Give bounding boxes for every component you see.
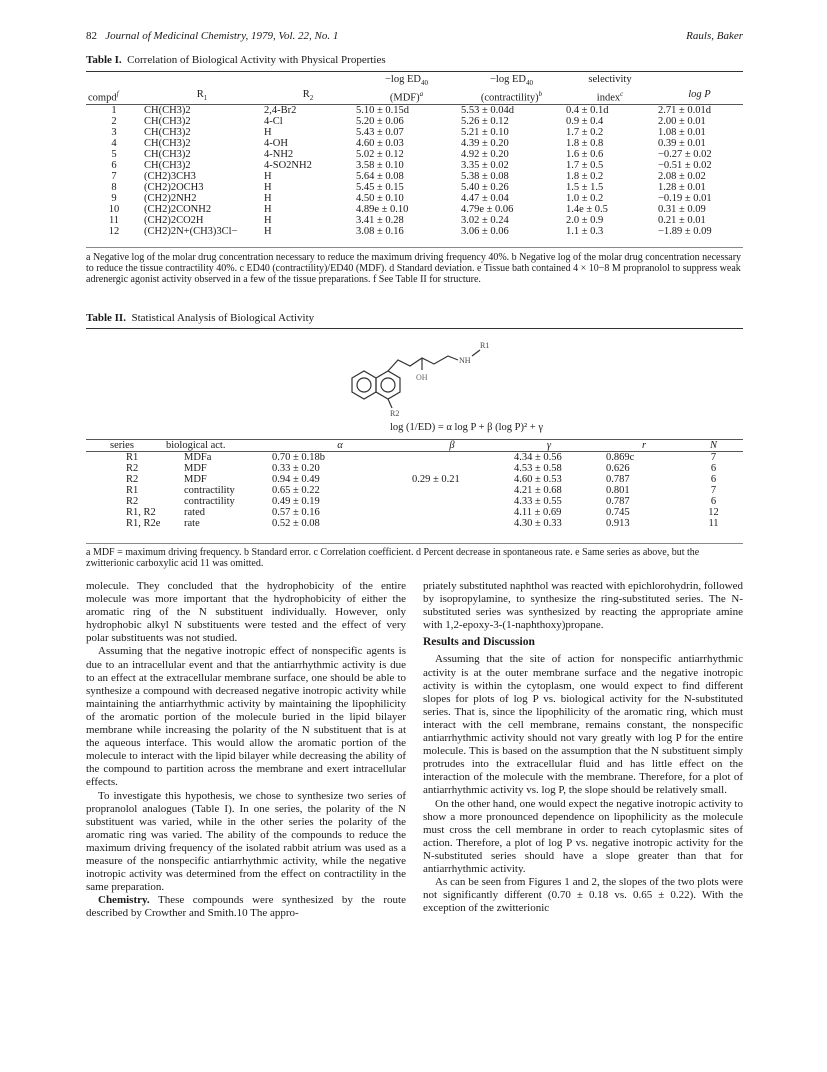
- table-row: 7 (CH2)3CH3 H 5.64 ± 0.08 5.38 ± 0.08 1.8 ± 0.2 2.08 ± 0.02: [111, 171, 706, 183]
- regression-equation: log (1/ED) = α log P + β (log P)² + γ: [390, 422, 543, 433]
- table1-header-mdf-line2: (MDF)$^a$: [389, 90, 424, 104]
- table1-header-con-line1: −log $ED_{40}$: [490, 74, 533, 88]
- table2-header-alpha: α: [337, 440, 343, 451]
- table-row: 1 CH(CH3)2 2,4-Br2 5.10 ± 0.15d 5.53 ± 0.04d 0.4 ± 0.1d 2.71 ± 0.01d: [111, 105, 712, 117]
- table-row: 12 (CH2)2N+(CH3)3Cl− H 3.08 ± 0.16 3.06 ± 0.06 1.1 ± 0.3 −1.89 ± 0.09: [108, 226, 712, 238]
- section-heading: Results and Discussion: [423, 636, 535, 649]
- table1-top-rule: [86, 71, 743, 72]
- body-paragraph: Assuming that the site of action for nonspecific antiarrhythmic activity is at the outer membrane surface and the negative inotropic activity is within the cytoplasm, one would expect to find different slopes for plots of log P vs. biological activity for the N-substituted series. That is, since the lipophilicity of the aromatic ring, which must interact with the cell membrane, remains constant, the nonspecific antiarrhythmic activity should not vary greatly with log P for the entire molecule. This is based on the assumption that the N substituent simply protrudes into the extracellular fluid and has little effect on the interaction of the molecule with the membrane. Therefore, for a plot of antiarrhythmic activity vs. log P, the slope should be relatively small.: [423, 653, 743, 797]
- table1: [86, 74, 743, 237]
- table2-bottom-rule: [86, 543, 743, 544]
- table1-header-r2: $R_2$: [302, 89, 314, 103]
- table1-header-row-2: [86, 89, 743, 105]
- structure-drawing: [330, 330, 500, 420]
- body-paragraph: Assuming that the negative inotropic effect of nonspecific agents is due to an intracellular event and that the antiarrhythmic activity is due to an effect at the extracellular membrane surface, one should be able to synthesize a compound with decreased negative inotropic activity while maintaining the antiarrhythmic activity by maintaining the lipophilicity of the aromatic portion of the molecule buried in the lipid bilayer membrane while increasing the polarity of the N substituent that is at the aqueous interface. This would allow the aromatic portion of the molecule to interact with the lipid bilayer while decreasing the ability of the compound to partition across the membrane and exert intracellular effects.: [86, 645, 406, 789]
- table-row: R1, R2 rated 0.57 ± 0.16 4.11 ± 0.69 0.745 12: [126, 507, 719, 518]
- table2-label: Table II.: [86, 312, 126, 324]
- table1-bottom-rule: [86, 247, 743, 248]
- table1-label: Table I.: [86, 54, 122, 66]
- chemistry-heading: Chemistry.: [98, 894, 150, 907]
- table-row: R1 contractility 0.65 ± 0.22 4.21 ± 0.68 0.801 7: [126, 485, 717, 496]
- table-row: R2 contractility 0.49 ± 0.19 4.33 ± 0.55 0.787 6: [126, 496, 717, 507]
- table1-header-con-line2: (contractility)$^b$: [480, 90, 543, 104]
- body-paragraph: priately substituted naphthol was reacted with epichlorohydrin, followed by isopropylamine, to synthesize the ring-substituted series. The N-substituted series was synthesized by reacting the appropriate amine with 1,2-epoxy-3-(1-naphthoxy)propane.: [423, 580, 743, 632]
- table-row: 2 CH(CH3)2 4-Cl 5.20 ± 0.06 5.26 ± 0.12 0.9 ± 0.4 2.00 ± 0.01: [111, 116, 706, 128]
- page-number: 82: [86, 30, 97, 42]
- table1-header-row-1: [86, 74, 743, 89]
- table-row: 9 (CH2)2NH2 H 4.50 ± 0.10 4.47 ± 0.04 1.0 ± 0.2 −0.19 ± 0.01: [111, 193, 712, 205]
- table2-header-r: r: [641, 440, 647, 451]
- body-paragraph: molecule. They concluded that the hydrophobicity of the entire molecule was more important that the hydrophobicity of either the aromatic ring of the N substituent individually. However, only hydrophobic alkyl N substituents were tested and the effect of very polar substituents was not studied.: [86, 580, 406, 645]
- table-row: R1 MDFa 0.70 ± 0.18b 4.34 ± 0.56 0.869c 7: [126, 452, 717, 463]
- body-paragraph: On the other hand, one would expect the negative inotropic activity to show a more pronounced dependence on lipophilicity as the molecule must cross the cell membrane in order to reach cytoplasmic sites of action. Therefore, a plot of log P vs. negative inotropic activity for the N-substituted series should have a slope greater than that for antiarrhythmic activity.: [423, 797, 743, 875]
- table-row: 6 CH(CH3)2 4-SO2NH2 3.58 ± 0.10 3.35 ± 0.02 1.7 ± 0.5 −0.51 ± 0.02: [111, 160, 712, 172]
- naphthoxypropanolamine-structure: [330, 330, 500, 420]
- table-row: 11 (CH2)2CO2H H 3.41 ± 0.28 3.02 ± 0.24 2.0 ± 0.9 0.21 ± 0.01: [108, 215, 706, 227]
- table2-title: Statistical Analysis of Biological Activity: [131, 312, 315, 324]
- r2-label: R2: [390, 409, 400, 418]
- table-row: R2 MDF 0.94 ± 0.49 0.29 ± 0.21 4.60 ± 0.53 0.787 6: [126, 474, 717, 485]
- table-row: 10 (CH2)2CONH2 H 4.89e ± 0.10 4.79e ± 0.06 1.4e ± 0.5 0.31 ± 0.09: [108, 204, 706, 216]
- body-right-column: [423, 580, 743, 915]
- body-paragraph: To investigate this hypothesis, we chose to synthesize two series of propranolol analogues (Table I). In one series, the polarity of the N substituent was varied, while in the other series the polarity of the aromatic ring was varied. The ability of the compounds to reduce the maximum driving frequency of the isolated rabbit atrium was used as a measure of the nonspecific antiarrhythmic activity, while the negative inotropic activity was determined from the effect on contractility in the same preparation.: [86, 789, 406, 894]
- table2-caption: [86, 312, 314, 324]
- table1-header-sel-line1: selectivity: [588, 74, 632, 85]
- table1-header-compd: compd$^f$: [88, 90, 119, 104]
- chemistry-paragraph: [86, 894, 406, 920]
- table-row: 8 (CH2)2OCH3 H 5.45 ± 0.15 5.40 ± 0.26 1.5 ± 1.5 1.28 ± 0.01: [111, 182, 706, 194]
- running-header-authors: Rauls, Baker: [686, 30, 743, 42]
- nh-label: NH: [459, 356, 471, 365]
- table1-title: Correlation of Biological Activity with Physical Properties: [127, 54, 386, 66]
- table1-header-sel-line2: index$^c$: [596, 90, 624, 104]
- body-left-column: [86, 580, 406, 920]
- table1-caption: [86, 54, 386, 66]
- table2-header-series: series: [110, 440, 134, 451]
- table1-footnotes: a Negative log of the molar drug concentration necessary to reduce the maximum driving frequency 40%. b Negative log of the molar drug concentration necessary to reduce the tissue contractility 40%. c ED40 (contractility)/ED40 (MDF). d Standard deviation. e Tissue bath contained 4 × 10−8 M propranolol to suppress weak adrenergic agonist activity observed in a few of the tissue preparations. f See Table II for structure.: [86, 252, 742, 285]
- chemistry-text: These compounds were synthesized by the route described by Crowther and Smith.10 The appro-: [86, 894, 406, 920]
- r1-label: R1: [480, 341, 490, 350]
- table2-header-beta: β: [449, 440, 455, 451]
- table1-header-mdf-line1: −log $ED_{40}$: [385, 74, 428, 88]
- table1-header-r1: $R_1$: [196, 89, 208, 103]
- table2-header-n: N: [709, 440, 717, 451]
- oh-label: OH: [416, 373, 428, 382]
- running-header-left: [86, 30, 338, 42]
- table2: [86, 439, 743, 529]
- table2-header-gamma: γ: [546, 440, 552, 451]
- table2-top-rule: [86, 328, 743, 329]
- table2-footnotes: a MDF = maximum driving frequency. b Standard error. c Correlation coefficient. d Percent decrease in spontaneous rate. e Same series as above, but the zwitterionic carboxylic acid 11 was omitted.: [86, 547, 700, 569]
- body-paragraph: As can be seen from Figures 1 and 2, the slopes of the two plots were not significantly different (0.70 ± 0.18 vs. 0.65 ± 0.22). With the exception of the zwitterionic: [423, 876, 743, 915]
- table2-header-bioact: biological act.: [166, 440, 226, 451]
- table-row: R2 MDF 0.33 ± 0.20 4.53 ± 0.58 0.626 6: [126, 463, 717, 474]
- table-row: 4 CH(CH3)2 4-OH 4.60 ± 0.03 4.39 ± 0.20 1.8 ± 0.8 0.39 ± 0.01: [111, 138, 706, 150]
- table1-header-logp: log P: [688, 89, 711, 101]
- journal-citation: Journal of Medicinal Chemistry, 1979, Vol. 22, No. 1: [105, 30, 339, 42]
- table-row: 5 CH(CH3)2 4-NH2 5.02 ± 0.12 4.92 ± 0.20 1.6 ± 0.6 −0.27 ± 0.02: [111, 149, 712, 161]
- table-row: 3 CH(CH3)2 H 5.43 ± 0.07 5.21 ± 0.10 1.7 ± 0.2 1.08 ± 0.01: [111, 127, 706, 139]
- table-row: R1, R2e rate 0.52 ± 0.08 4.30 ± 0.33 0.913 11: [126, 518, 719, 529]
- table2-header-row: [86, 440, 743, 452]
